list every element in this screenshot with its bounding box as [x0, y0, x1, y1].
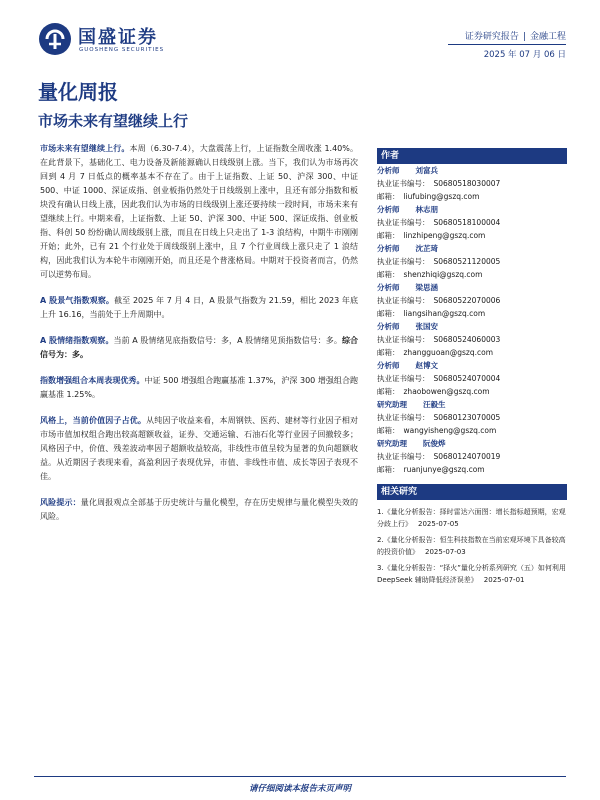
related-research-date: 2025-07-05	[418, 520, 459, 528]
analyst-role-name	[377, 437, 567, 450]
analyst-name: 张国安	[415, 322, 438, 331]
analyst-entry	[377, 203, 567, 242]
email-label: 邮箱：	[377, 309, 400, 318]
paragraph-text: 量化周报观点全部基于历史统计与量化模型，存在历史规律与量化模型失效的风险。	[40, 498, 359, 521]
analyst-role: 分析师	[377, 283, 400, 292]
related-research-heading: 相关研究	[377, 484, 567, 500]
analyst-role-name	[377, 203, 567, 216]
brand-name-cn: 国盛证券	[78, 27, 158, 48]
analyst-role-name	[377, 359, 567, 372]
paragraph-text: 截至 2025 年 7 月 4 日，A 股景气指数为 21.59，相比 2023 年底上升 16.16，当前处于上升周期中。	[40, 296, 358, 319]
email-label: 邮箱：	[377, 192, 400, 201]
report-category: 金融工程	[529, 32, 566, 42]
analyst-name: 林志朋	[415, 205, 438, 214]
email-label: 邮箱：	[377, 426, 400, 435]
analyst-email-row	[377, 424, 567, 437]
license-label: 执业证书编号：	[377, 257, 430, 266]
analyst-license-row	[377, 255, 567, 268]
authors-heading: 作者	[377, 148, 567, 164]
analyst-role-name	[377, 164, 567, 177]
email-label: 邮箱：	[377, 270, 400, 279]
summary-paragraph	[40, 334, 358, 362]
analyst-email-row	[377, 268, 567, 281]
analyst-license: S0680123070005	[433, 413, 501, 422]
analyst-email-row	[377, 346, 567, 359]
analyst-email-row	[377, 190, 567, 203]
report-type-label: 证券研究报告	[464, 32, 519, 42]
analyst-license-row	[377, 372, 567, 385]
summary-paragraph	[40, 374, 358, 402]
related-research-item[interactable]	[377, 506, 567, 530]
analyst-list	[377, 164, 567, 476]
email-label: 邮箱：	[377, 387, 400, 396]
analyst-license: S0680518100004	[433, 218, 501, 227]
analyst-email-row	[377, 463, 567, 476]
related-research-item[interactable]	[377, 534, 567, 558]
analyst-license-row	[377, 333, 567, 346]
paragraph-lead: A 股景气指数观察。	[40, 296, 115, 305]
paragraph-lead: A 股情绪指数观察。	[40, 336, 114, 345]
analyst-role: 分析师	[377, 244, 400, 253]
analyst-role: 研究助理	[377, 400, 407, 409]
sidebar	[377, 148, 567, 590]
analyst-email[interactable]: liangsihan@gszq.com	[403, 309, 486, 318]
analyst-role: 分析师	[377, 166, 400, 175]
analyst-role-name	[377, 398, 567, 411]
analyst-name: 汪毅生	[423, 400, 446, 409]
analyst-name: 梁思涵	[415, 283, 438, 292]
analyst-license: S0680522070006	[433, 296, 501, 305]
analyst-entry	[377, 437, 567, 476]
analyst-entry	[377, 281, 567, 320]
sub-title: 市场未来有望继续上行	[38, 112, 189, 130]
analyst-license-row	[377, 450, 567, 463]
email-label: 邮箱：	[377, 231, 400, 240]
summary-body	[40, 142, 358, 536]
analyst-role: 分析师	[377, 322, 400, 331]
report-type-separator: |	[522, 32, 526, 42]
analyst-role-name	[377, 242, 567, 255]
analyst-email[interactable]: zhaobowen@gszq.com	[403, 387, 490, 396]
analyst-email[interactable]: liufubing@gszq.com	[403, 192, 480, 201]
analyst-entry	[377, 359, 567, 398]
analyst-entry	[377, 242, 567, 281]
email-label: 邮箱：	[377, 348, 400, 357]
analyst-name: 赵博文	[415, 361, 438, 370]
analyst-license-row	[377, 294, 567, 307]
related-research-item[interactable]	[377, 562, 567, 586]
analyst-email[interactable]: linzhipeng@gszq.com	[403, 231, 486, 240]
brand-name-en: GUOSHENG SECURITIES	[79, 47, 165, 53]
analyst-entry	[377, 164, 567, 203]
related-research-title: 2.《量化分析报告：恒生科技指数在当前宏观环境下具备较高的投资价值》	[377, 536, 566, 556]
license-label: 执业证书编号：	[377, 374, 430, 383]
analyst-role: 分析师	[377, 361, 400, 370]
analyst-role: 分析师	[377, 205, 400, 214]
report-date: 2025 年 07 月 06 日	[483, 50, 566, 60]
license-label: 执业证书编号：	[377, 452, 430, 461]
related-research-title: 1.《量化分析报告：择时雷达六面图：增长指标超预期，宏观分歧上行》	[377, 508, 566, 528]
related-research-list	[377, 506, 567, 586]
related-research-title: 3.《量化分析报告：“择火”量化分析系列研究（五）如何利用 DeepSeek 辅助降低经济误差》	[377, 564, 566, 584]
analyst-license: S0680524060003	[433, 335, 501, 344]
paragraph-text: 中证 500 增强组合跑赢基准 1.37%，沪深 300 增强组合跑赢基准 1.25%。	[40, 376, 358, 399]
license-label: 执业证书编号：	[377, 335, 430, 344]
analyst-email-row	[377, 229, 567, 242]
analyst-email[interactable]: zhangguoan@gszq.com	[403, 348, 494, 357]
analyst-role-name	[377, 320, 567, 333]
analyst-email[interactable]: wangyisheng@gszq.com	[403, 426, 497, 435]
paragraph-lead: 指数增强组合本周表现优秀。	[40, 376, 145, 385]
analyst-license-row	[377, 177, 567, 190]
related-research-date: 2025-07-03	[425, 548, 466, 556]
email-label: 邮箱：	[377, 465, 400, 474]
analyst-role-name	[377, 281, 567, 294]
analyst-name: 阮俊烨	[423, 439, 446, 448]
license-label: 执业证书编号：	[377, 296, 430, 305]
analyst-license-row	[377, 216, 567, 229]
analyst-license-row	[377, 411, 567, 424]
analyst-entry	[377, 398, 567, 437]
paragraph-text: 当前 A 股情绪见底指数信号：多，A 股情绪见顶指数信号：多。	[113, 336, 342, 345]
analyst-license: S0680521120005	[433, 257, 501, 266]
license-label: 执业证书编号：	[377, 413, 430, 422]
analyst-license: S0680124070019	[433, 452, 501, 461]
analyst-role: 研究助理	[377, 439, 407, 448]
summary-paragraph	[40, 414, 358, 484]
summary-paragraph	[40, 294, 358, 322]
analyst-email[interactable]: shenzhiqi@gszq.com	[403, 270, 483, 279]
paragraph-lead: 风险提示：	[40, 498, 81, 507]
license-label: 执业证书编号：	[377, 179, 430, 188]
analyst-email[interactable]: ruanjunye@gszq.com	[403, 465, 485, 474]
analyst-license: S0680518030007	[433, 179, 501, 188]
analyst-license: S0680524070004	[433, 374, 501, 383]
paragraph-text: 从纯因子收益来看，本周钢铁、医药、建材等行业因子相对市场市值加权组合跑出较高超额收益，证券、交通运输、石油石化等行业因子回撤较多；风格因子中，价值、残差波动率因子超额收益较高，非线性市值呈较为显著的负向超额收益。从近期因子表现来看，高盈利因子表现优异，市值、非线性市值、成长等因子表现不佳。	[40, 416, 359, 481]
footer-divider	[34, 776, 566, 777]
analyst-name: 沈芷琦	[415, 244, 438, 253]
paragraph-lead: 风格上，当前价值因子占优。	[40, 416, 147, 425]
paragraph-lead: 市场未来有望继续上行。	[40, 144, 130, 153]
license-label: 执业证书编号：	[377, 218, 430, 227]
report-header	[0, 0, 600, 70]
analyst-email-row	[377, 307, 567, 320]
main-title: 量化周报	[38, 80, 118, 104]
analyst-name: 刘富兵	[415, 166, 438, 175]
header-divider	[448, 44, 566, 45]
analyst-entry	[377, 320, 567, 359]
report-type-line	[465, 29, 566, 42]
summary-paragraph	[40, 496, 358, 524]
paragraph-emphasis: 综合信号为：多。	[40, 336, 358, 359]
analyst-email-row	[377, 385, 567, 398]
paragraph-text: 本周（6.30-7.4），大盘震荡上行，上证指数全周收涨 1.40%。在此背景下，基础化工、电力设备及新能源确认日线级别上涨。当下，我们认为市场再次回到 4 月 7 日低点的概率基本不存在了。由于上证指数、上证 50、沪深 300、中证 500、中证 1000、深证成指、创业板指仍然处于日线级别上涨中，且还有部分指数和板块没有确认日线上涨，因此我们认为市场的日线级别上涨还要持续一段时间，市场未来有望继续上行。中期来看，上证指数、上证 50、沪深 300、中证 500、深证成指、创业板指、科创 50 纷纷确认周线级别上涨，而且在日线上只走出了 1-3 浪结构，中期牛市刚刚开始；此外，已有 21 个行业处于周线级别上涨中，且 7 个行业周线上涨只走了 1 浪结构，因此我们认为本轮牛市刚刚开始，而且还是个普涨格局。中期对于投资者而言，仍然可以逆势布局。	[40, 144, 358, 279]
summary-paragraph	[40, 142, 358, 282]
related-research-date: 2025-07-01	[483, 576, 525, 584]
footer-disclaimer: 请仔细阅读本报告末页声明	[248, 784, 351, 794]
guosheng-logo-icon	[38, 22, 72, 56]
